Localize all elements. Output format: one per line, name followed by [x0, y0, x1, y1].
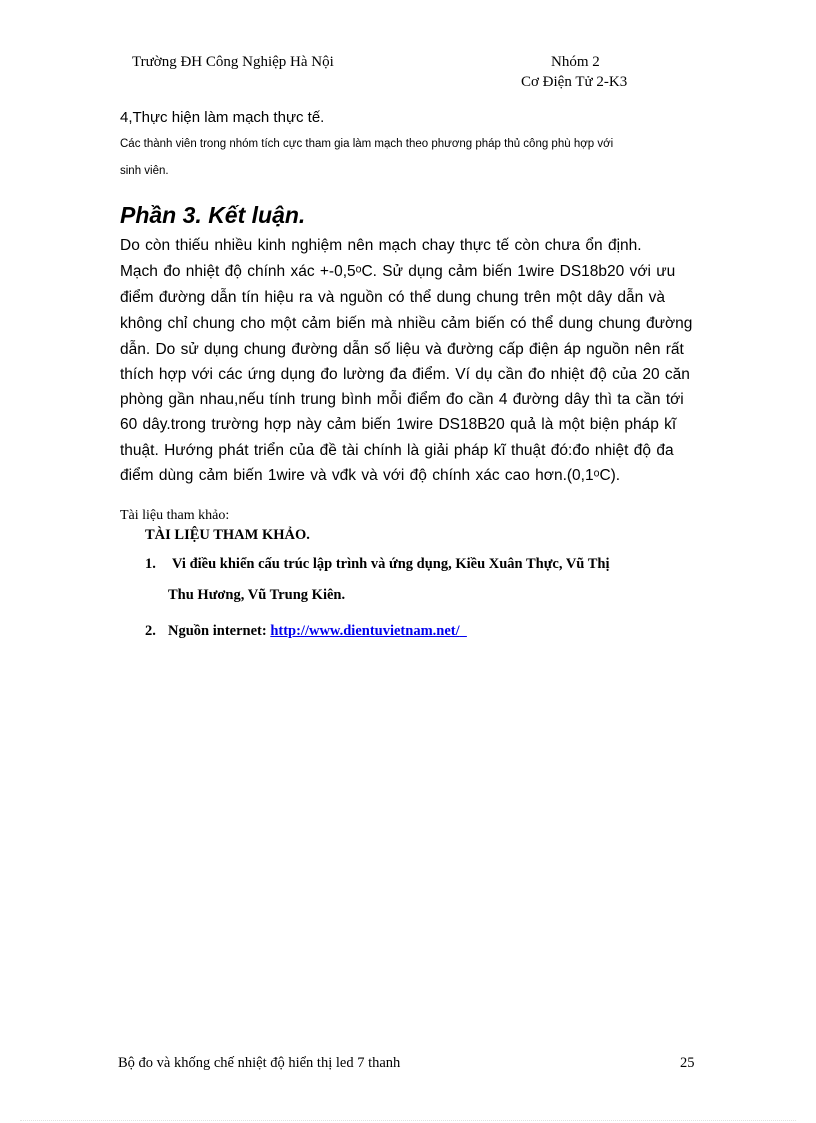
header-class: Cơ Điện Tử 2-K3 — [521, 74, 628, 90]
footer-title: Bộ đo và khống chế nhiệt độ hiển thị led 7 thanh — [118, 1055, 401, 1071]
conclusion-line: thuật. Hướng phát triển của đề tài chính là giải pháp kĩ thuật đó:đo nhiệt độ đa — [120, 442, 674, 459]
conclusion-line: thích hợp với các ứng dụng đo lường đa điểm. Ví dụ cần đo nhiệt độ của 20 căn — [120, 366, 690, 383]
conclusion-line: không chỉ chung cho một cảm biến mà nhiều cảm biến có thể dung chung đường — [120, 315, 693, 332]
header-group: Nhóm 2 — [551, 54, 600, 70]
section-4-title: 4,Thực hiện làm mạch thực tế. — [120, 109, 325, 126]
link-underline-tail — [460, 623, 467, 639]
part-3-heading: Phần 3. Kết luận. — [120, 202, 306, 228]
reference-link[interactable]: http://www.dientuvietnam.net/ — [270, 623, 460, 639]
reference-item-text: Vi điều khiển cấu trúc lập trình và ứng dụng, Kiều Xuân Thực, Vũ Thị — [172, 556, 610, 572]
reference-number: 1. — [145, 556, 156, 572]
header-school: Trường ĐH Công Nghiệp Hà Nội — [132, 54, 334, 70]
references-label: Tài liệu tham khảo: — [120, 508, 230, 523]
conclusion-line: Mạch đo nhiệt độ chính xác +-0,5ᵒC. Sử dụng cảm biến 1wire DS18b20 với ưu — [120, 263, 676, 280]
conclusion-line: điểm đường dẫn tín hiệu ra và nguồn có thể dung chung trên một dây dẫn và — [120, 289, 665, 306]
reference-number: 2. — [145, 623, 156, 639]
conclusion-line: điểm dùng cảm biến 1wire và vđk và với độ chính xác cao hơn.(0,1ᵒC). — [120, 467, 621, 484]
reference-item-text: Thu Hương, Vũ Trung Kiên. — [168, 587, 346, 603]
conclusion-line: Do còn thiếu nhiều kinh nghiệm nên mạch chay thực tế còn chưa ổn định. — [120, 237, 642, 254]
page-edge-divider — [20, 1120, 796, 1121]
references-title: TÀI LIỆU THAM KHẢO. — [145, 527, 310, 543]
conclusion-line: phòng gần nhau,nếu tính trung bình mỗi điểm đo cần 4 đường dây thì ta cần tới — [120, 391, 684, 408]
section-4-text-line: Các thành viên trong nhóm tích cực tham gia làm mạch theo phương pháp thủ công phù hợp với — [120, 138, 614, 150]
reference-item-2 — [168, 623, 467, 640]
conclusion-line: dẫn. Do sử dụng chung đường dẫn số liệu và đường cấp điện áp nguồn nên rất — [120, 341, 684, 358]
reference-source-label: Nguồn internet: — [168, 623, 271, 639]
conclusion-line: 60 dây.trong trường hợp này cảm biến 1wire DS18B20 quả là một biện pháp kĩ — [120, 416, 677, 433]
page-number: 25 — [680, 1055, 695, 1071]
section-4-text-line: sinh viên. — [120, 165, 169, 177]
